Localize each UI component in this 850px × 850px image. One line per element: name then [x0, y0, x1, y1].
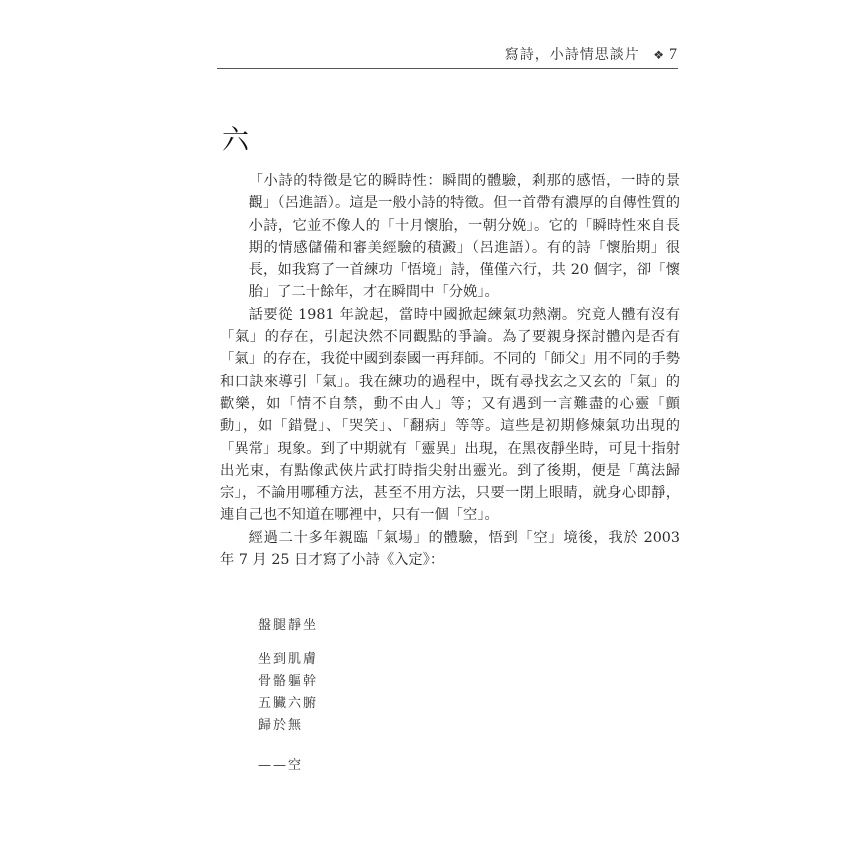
stanza-gap — [258, 637, 318, 649]
poem-line: 骨骼軀幹 — [258, 674, 319, 689]
running-head-title: 寫詩，小詩情思談片 — [504, 47, 640, 63]
poem-line: 五臟六腑 — [258, 696, 319, 711]
paragraph-1: 「小詩的特徵是它的瞬時性：瞬間的體驗，剎那的感悟，一時的景觀」（呂進語）。這是一般小詩的特徵。但一首帶有濃厚的自傳性質的小詩，它並不像人的「十月懷胎，一朝分娩」。它的「瞬時性來自長期的情感儲備和審美經驗的積澱」（呂進語）。有的詩「懷胎期」很長，如我寫了一首練功「悟境」詩，僅僅六行，共 20 個字，卻「懷胎」了二十餘年，才在瞬間中「分娩」。 — [248, 173, 680, 301]
header-rule — [217, 68, 678, 69]
paragraph-3: 經過二十多年親臨「氣場」的體驗，悟到「空」境後，我於 2003 年 7 月 25 日才寫了小詩《入定》： — [220, 529, 680, 569]
poem-signature: ——空 — [258, 758, 304, 773]
page-number: 7 — [669, 46, 678, 63]
body-text — [220, 170, 680, 571]
section-title: 六 — [222, 125, 249, 156]
poem-line: 坐到肌膚 — [258, 652, 319, 667]
paragraph-2: 話要從 1981 年說起，當時中國掀起練氣功熱潮。究竟人體有沒有「氣」的存在，引起決然不同觀點的爭論。為了要親身探討體內是否有「氣」的存在，我從中國到泰國一再拜師。不同的「師父」用不同的手勢和口訣來導引「氣」。我在練功的過程中，既有尋找玄之又玄的「氣」的歡樂，如「情不自禁，動不由人」等；又有遇到一言難盡的心靈「顫動」，如「錯覺」、「哭笑」、「翻病」等等。這些是初期修煉氣功出現的「異常」現象。到了中期就有「靈異」出現，在黑夜靜坐時，可見十指射出光束，有點像武俠片武打時指尖射出靈光。到了後期，便是「萬法歸宗」，不論用哪種方法，甚至不用方法，只要一閉上眼睛，就身心即靜，連自己也不知道在哪裡中，只有一個「空」。 — [220, 306, 680, 524]
ornament-icon: ❖ — [653, 48, 665, 62]
running-head — [217, 44, 678, 66]
poem-line: 盤腿靜坐 — [258, 618, 319, 633]
poem — [258, 615, 318, 777]
poem-line: 歸於無 — [258, 718, 304, 733]
